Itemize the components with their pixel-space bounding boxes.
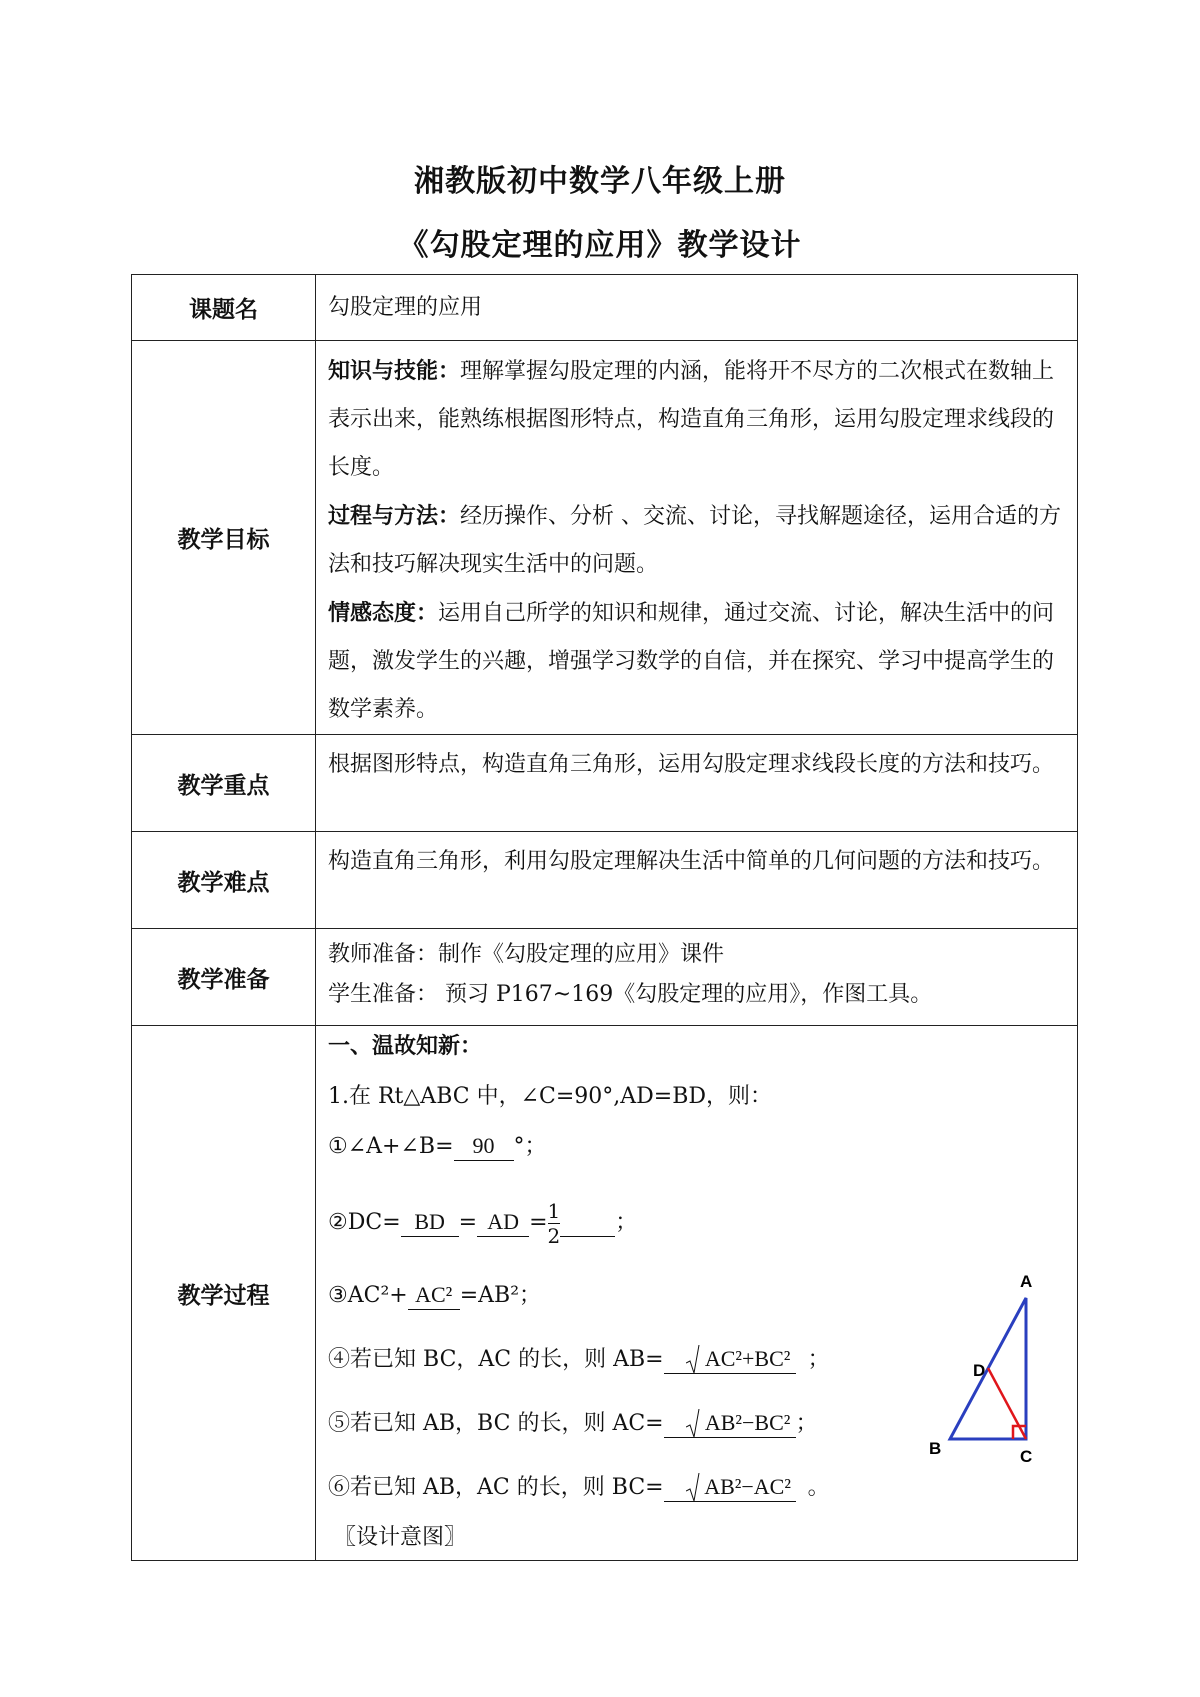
question-1: 1.在 Rt△ABC 中，∠C=90°,AD=BD，则：	[328, 1084, 773, 1109]
answer-4: AC²+BC²	[686, 1345, 796, 1374]
label-c: C	[1020, 1447, 1033, 1466]
prep-student: 学生准备： 预习 P167~169《勾股定理的应用》，作图工具。	[328, 982, 933, 1007]
design-intent: 〖设计意图〗	[334, 1525, 467, 1550]
doc-title: 湘教版初中数学八年级上册	[414, 164, 786, 199]
answer-5: AB²−BC²	[686, 1409, 796, 1438]
row-difficulties	[132, 832, 1078, 929]
row-key-points	[132, 735, 1078, 832]
answer-2a: BD	[401, 1208, 459, 1237]
row-goals	[132, 341, 1078, 735]
goal-attitude: 情感态度：运用自己所学的知识和规律，通过交流、讨论，解决生活中的问题，激发学生的兴趣，增强学习数学的自信，并在探究、学习中提高学生的数学素养。	[328, 600, 1055, 722]
answer-3: AC²	[408, 1281, 460, 1310]
value-goals	[316, 341, 1078, 735]
answer-2b: AD	[477, 1208, 529, 1237]
doc-subtitle: 《勾股定理的应用》教学设计	[398, 228, 802, 263]
goal-process: 过程与方法：经历操作、分析 、交流、讨论，寻找解题途径，运用合适的方法和技巧解决现实生活中的问题。	[328, 503, 1062, 577]
label-b: B	[929, 1439, 942, 1458]
answer-6: AB²−AC²	[686, 1473, 796, 1502]
value-topic	[316, 275, 1078, 341]
median-dc	[988, 1368, 1026, 1439]
line-4: ④若已知 BC，AC 的长，则 AB= AC²+BC² ；	[328, 1346, 830, 1372]
line-5: ⑤若已知 AB，BC 的长，则 AC= AB²−BC² ；	[328, 1410, 818, 1436]
section-heading: 一、温故知新：	[328, 1033, 483, 1059]
value-difficulties: 构造直角三角形，利用勾股定理解决生活中简单的几何问题的方法和技巧。	[316, 832, 1078, 929]
answer-1: 90	[454, 1132, 514, 1161]
label-d: D	[973, 1361, 986, 1380]
prep-teacher: 教师准备：制作《勾股定理的应用》课件	[328, 942, 725, 967]
goal-knowledge: 知识与技能：理解掌握勾股定理的内涵，能将开不尽方的二次根式在数轴上表示出来，能熟练根据图形特点，构造直角三角形，运用勾股定理求线段的长度。	[328, 358, 1055, 480]
label-topic: 课题名	[132, 275, 316, 341]
line-3: ③AC²+ AC² =AB²；	[328, 1282, 542, 1308]
label-a: A	[1020, 1272, 1033, 1291]
row-preparation	[132, 929, 1078, 1026]
topic-text: 勾股定理的应用	[328, 294, 483, 320]
fraction-one-half: $\frac{1}{2}$	[547, 1198, 561, 1248]
line-1: ①∠A+∠B= 90 °；	[328, 1133, 547, 1159]
line-2: ②DC= BD = AD = $\frac{1}{2}$ ；	[328, 1198, 638, 1248]
label-difficulties: 教学难点	[132, 832, 316, 929]
label-goals: 教学目标	[132, 341, 316, 735]
label-preparation: 教学准备	[132, 929, 316, 1026]
row-topic	[132, 275, 1078, 341]
label-key-points: 教学重点	[132, 735, 316, 832]
value-preparation	[316, 929, 1078, 1026]
right-triangle-figure	[920, 1268, 1040, 1468]
line-6: ⑥若已知 AB，AC 的长，则 BC= AB²−AC² 。	[328, 1474, 830, 1500]
label-process: 教学过程	[132, 1026, 316, 1561]
value-key-points: 根据图形特点，构造直角三角形，运用勾股定理求线段长度的方法和技巧。	[316, 735, 1078, 832]
